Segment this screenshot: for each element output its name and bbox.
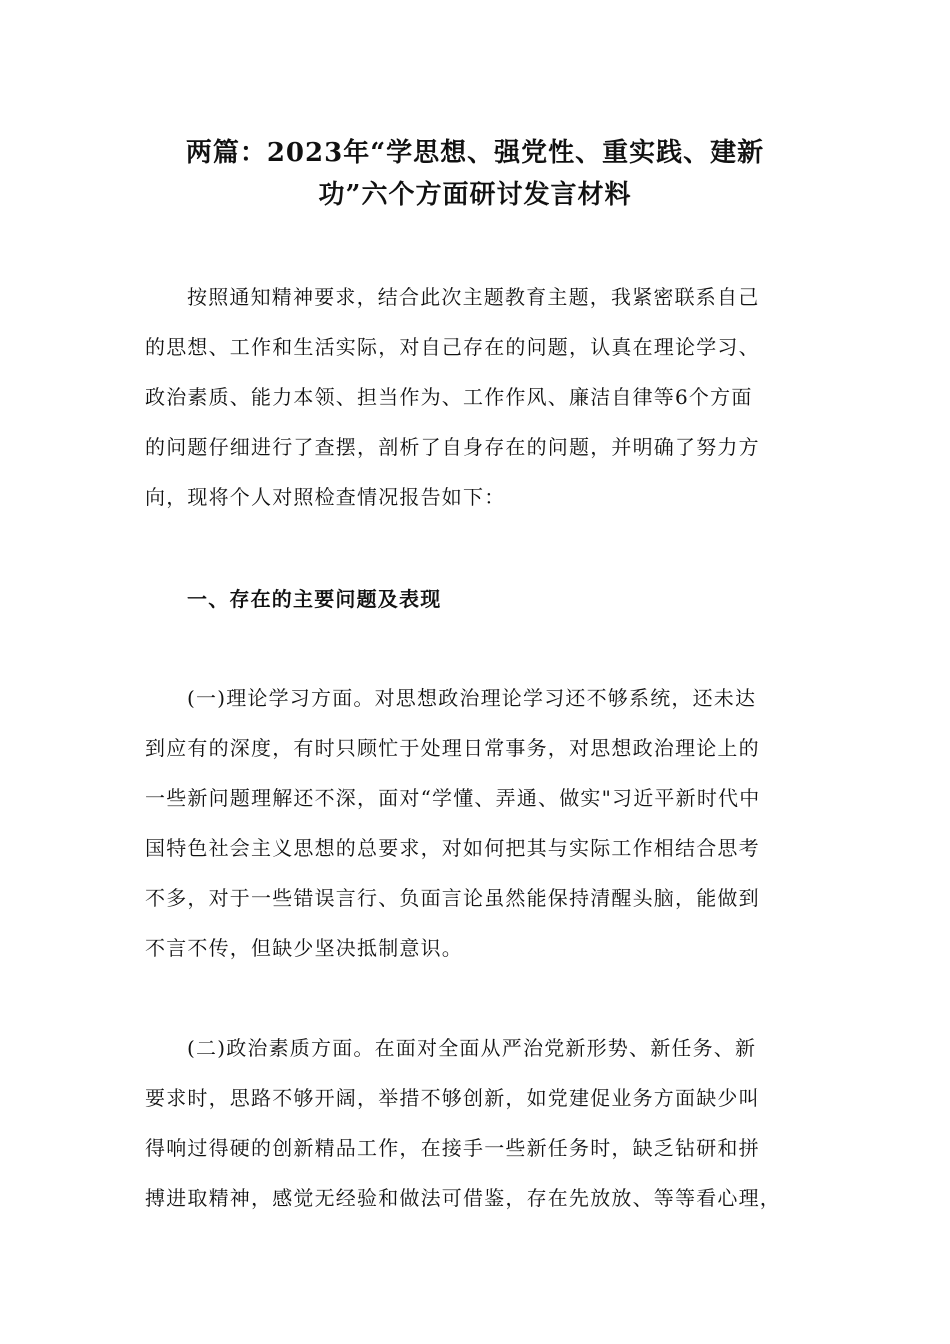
intro-line-4: 的问题仔细进行了查摆，剖析了自身存在的问题，并明确了努力方	[145, 435, 760, 459]
intro-line-5: 向，现将个人对照检查情况报告如下：	[145, 485, 506, 509]
para2-line-2: 要求时，思路不够开阔，举措不够创新，如党建促业务方面缺少叫	[145, 1086, 760, 1110]
para2-line-4: 搏进取精神，感觉无经验和做法可借鉴，存在先放放、等等看心理，	[145, 1186, 781, 1210]
para1-line-4: 国特色社会主义思想的总要求，对如何把其与实际工作相结合思考	[145, 836, 760, 860]
para2-line-1: (二)政治素质方面。在面对全面从严治党新形势、新任务、新	[187, 1036, 757, 1060]
para1-line-1: (一)理论学习方面。对思想政治理论学习还不够系统，还未达	[187, 686, 757, 710]
intro-paragraph	[145, 272, 815, 522]
section-heading-block	[145, 574, 815, 624]
paragraph-political-quality	[145, 1023, 815, 1223]
document-title	[0, 132, 950, 216]
title-line-2: 功”六个方面研讨发言材料	[318, 180, 632, 210]
para1-line-5: 不多，对于一些错误言行、负面言论虽然能保持清醒头脑，能做到	[145, 886, 760, 910]
para1-line-3: 一些新问题理解还不深，面对“学懂、弄通、做实"习近平新时代中	[145, 786, 761, 810]
intro-line-1: 按照通知精神要求，结合此次主题教育主题，我紧密联系自己	[187, 285, 760, 309]
para2-line-3: 得响过得硬的创新精品工作，在接手一些新任务时，缺乏钻研和拼	[145, 1136, 760, 1160]
para1-line-2: 到应有的深度，有时只顾忙于处理日常事务，对思想政治理论上的	[145, 736, 760, 760]
intro-line-2: 的思想、工作和生活实际，对自己存在的问题，认真在理论学习、	[145, 335, 760, 359]
section-heading: 一、存在的主要问题及表现	[187, 587, 442, 611]
intro-line-3: 政治素质、能力本领、担当作为、工作作风、廉洁自律等6个方面	[145, 385, 753, 409]
para1-line-6: 不言不传，但缺少坚决抵制意识。	[145, 936, 463, 960]
title-line-1: 两篇：2023年“学思想、强党性、重实践、建新	[185, 138, 765, 168]
paragraph-theory-study	[145, 673, 815, 973]
